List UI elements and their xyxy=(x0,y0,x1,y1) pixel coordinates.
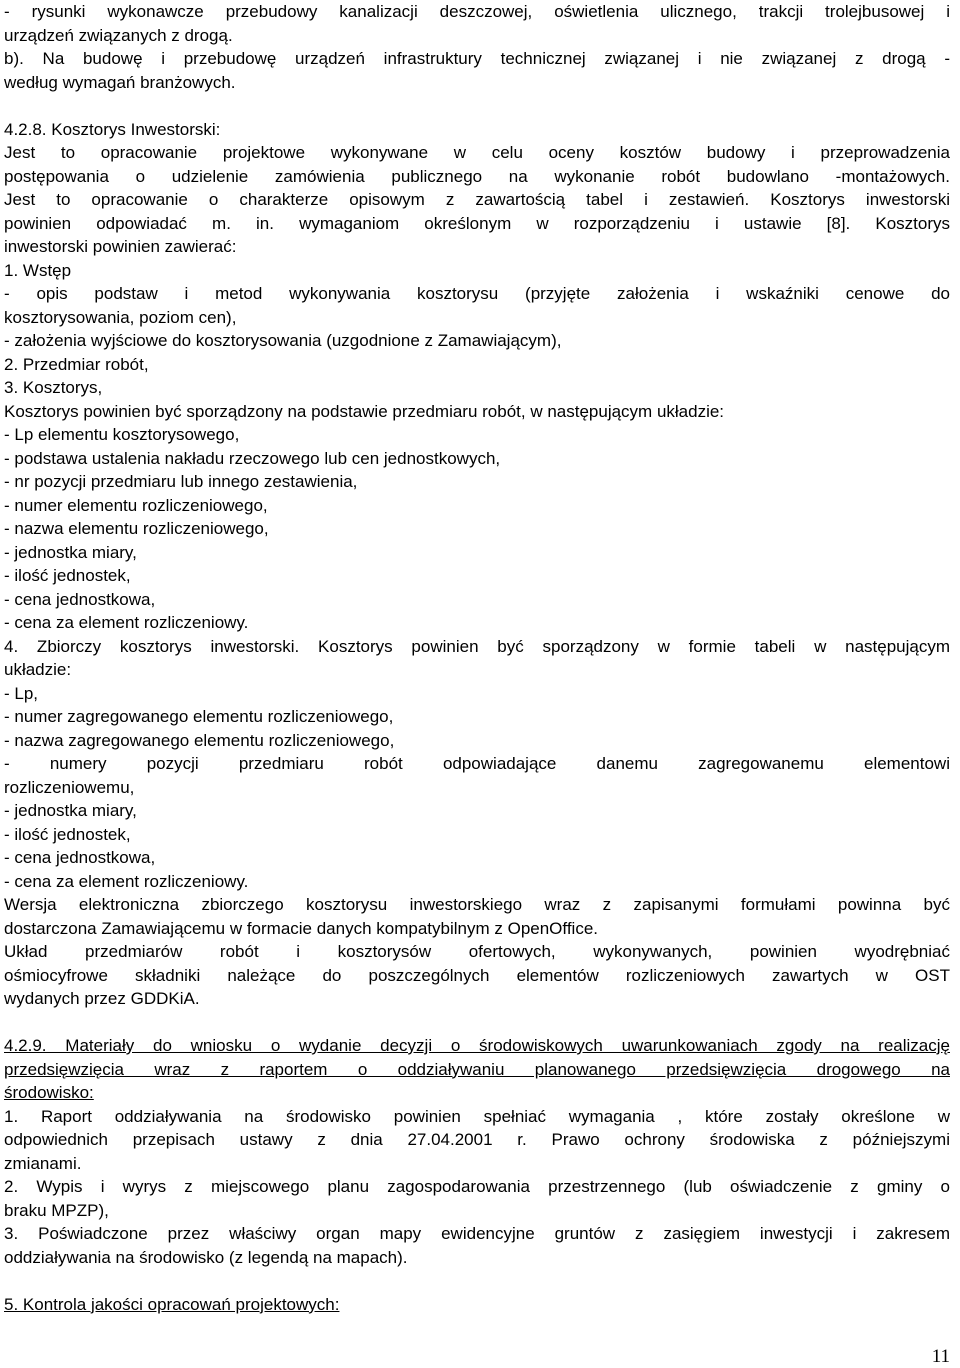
text-line: układzie: xyxy=(4,660,72,679)
text-line: wydanych przez GDDKiA. xyxy=(4,989,200,1008)
list-item: - podstawa ustalenia nakładu rzeczowego lub cen jednostkowych, xyxy=(4,448,501,468)
text-line: odpowiednich przepisach ustawy z dnia 27.04.2001 r. Prawo ochrony środowiska z późniejszymi xyxy=(4,1130,950,1149)
text-line: - założenia wyjściowe do kosztorysowania (uzgodnione z Zamawiającym), xyxy=(4,331,562,350)
list-item: - Lp, xyxy=(4,683,39,703)
section-4-2-8 xyxy=(4,118,950,1011)
text-line: Wersja elektroniczna zbiorczego kosztorysu inwestorskiego wraz z zapisanymi formułami powinna być xyxy=(4,895,950,914)
list-item: - ilość jednostek, xyxy=(4,566,131,585)
page-number: 11 xyxy=(931,1346,950,1367)
list-item: - numery pozycji przedmiaru robót odpowiadające danemu zagregowanemu elementowi xyxy=(4,754,950,773)
text-line: 4. Zbiorczy kosztorys inwestorski. Kosztorys powinien być sporządzony w formie tabeli w następującym xyxy=(4,636,950,656)
list-item: - nazwa zagregowanego elementu rozliczeniowego, xyxy=(4,730,395,750)
list-item: - nazwa elementu rozliczeniowego, xyxy=(4,519,269,538)
text-line: urządzeń związanych z drogą. xyxy=(4,25,233,45)
text-line: kosztorysowania, poziom cen), xyxy=(4,307,237,327)
section-heading: 4.2.8. Kosztorys Inwestorski: xyxy=(4,119,221,139)
text-line: Kosztorys powinien być sporządzony na podstawie przedmiaru robót, w następującym układzie: xyxy=(4,401,725,421)
text-line: powinien odpowiadać m. in. wymaganiom określonym w rozporządzeniu i ustawie [8]. Kosztorys xyxy=(4,213,950,233)
text-line: Jest to opracowanie projektowe wykonywane w celu oceny kosztów budowy i przeprowadzenia xyxy=(4,143,950,162)
list-item: - ilość jednostek, xyxy=(4,824,131,844)
text-line: - opis podstaw i metod wykonywania kosztorysu (przyjęte założenia i wskaźniki cenowe do xyxy=(4,284,950,303)
list-item: - cena za element rozliczeniowy. xyxy=(4,871,249,891)
list-item: - numer zagregowanego elementu rozliczeniowego, xyxy=(4,707,394,726)
list-item: - jednostka miary, xyxy=(4,801,137,820)
text-line: zmianami. xyxy=(4,1153,82,1173)
list-item: rozliczeniowemu, xyxy=(4,777,135,797)
section-4-2-9 xyxy=(4,1034,950,1269)
list-item: - jednostka miary, xyxy=(4,542,137,562)
section-5 xyxy=(4,1293,950,1317)
text-line: 3. Poświadczone przez właściwy organ mapy ewidencyjne gruntów z zasięgiem inwestycji i zakresem xyxy=(4,1224,950,1243)
text-line: 1. Raport oddziaływania na środowisko powinien spełniać wymagania , które zostały określone w xyxy=(4,1106,950,1126)
intro-block xyxy=(4,0,950,94)
text-line: dostarczona Zamawiającemu w formacie danych kompatybilnym z OpenOffice. xyxy=(4,918,598,938)
section-heading-end: środowisko: xyxy=(4,1083,94,1102)
text-line: 2. Przedmiar robót, xyxy=(4,354,149,374)
text-line: postępowania o udzielenie zamówienia publicznego na wykonanie robót budowlano -montażowych. xyxy=(4,166,950,186)
list-item: - numer elementu rozliczeniowego, xyxy=(4,495,268,515)
section-heading: 4.2.9. Materiały do wniosku o wydanie decyzji o środowiskowych uwarunkowaniach zgody na realizację xyxy=(4,1036,950,1055)
list-item: - cena jednostkowa, xyxy=(4,589,156,609)
section-heading: przedsięwzięcia wraz z raportem o oddziaływaniu planowanego przedsięwzięcia drogowego na xyxy=(4,1059,950,1079)
section-heading xyxy=(4,1081,950,1105)
text-line: oddziaływania na środowisko (z legendą na mapach). xyxy=(4,1247,408,1267)
section-heading-text: 5. Kontrola jakości opracowań projektowych: xyxy=(4,1294,340,1314)
section-heading xyxy=(4,1293,950,1317)
list-item: - nr pozycji przedmiaru lub innego zestawienia, xyxy=(4,472,358,491)
text-line: b). Na budowę i przebudowę urządzeń infrastruktury technicznej związanej i nie związanej z drogą - xyxy=(4,49,950,68)
text-line: braku MPZP), xyxy=(4,1200,109,1220)
text-line: 2. Wypis i wyrys z miejscowego planu zagospodarowania przestrzennego (lub oświadczenie z gminy o xyxy=(4,1177,950,1196)
text-line: - rysunki wykonawcze przebudowy kanalizacji deszczowej, oświetlenia ulicznego, trakcji trolejbusowej i xyxy=(4,2,950,21)
text-line: 1. Wstęp xyxy=(4,260,72,280)
text-line: 3. Kosztorys, xyxy=(4,378,103,397)
document-body xyxy=(4,0,950,1316)
list-item: - cena za element rozliczeniowy. xyxy=(4,613,249,632)
list-item: - cena jednostkowa, xyxy=(4,848,156,867)
list-item: - Lp elementu kosztorysowego, xyxy=(4,425,240,444)
text-line: według wymagań branżowych. xyxy=(4,72,236,92)
text-line: Jest to opracowanie o charakterze opisowym z zawartością tabel i zestawień. Kosztorys inwestorski xyxy=(4,190,950,209)
text-line: ośmiocyfrowe składniki należące do poszczególnych elementów rozliczeniowych zawartych w OST xyxy=(4,965,950,985)
text-line: Układ przedmiarów robót i kosztorysów ofertowych, wykonywanych, powinien wyodrębniać xyxy=(4,942,950,961)
text-line: inwestorski powinien zawierać: xyxy=(4,237,237,256)
